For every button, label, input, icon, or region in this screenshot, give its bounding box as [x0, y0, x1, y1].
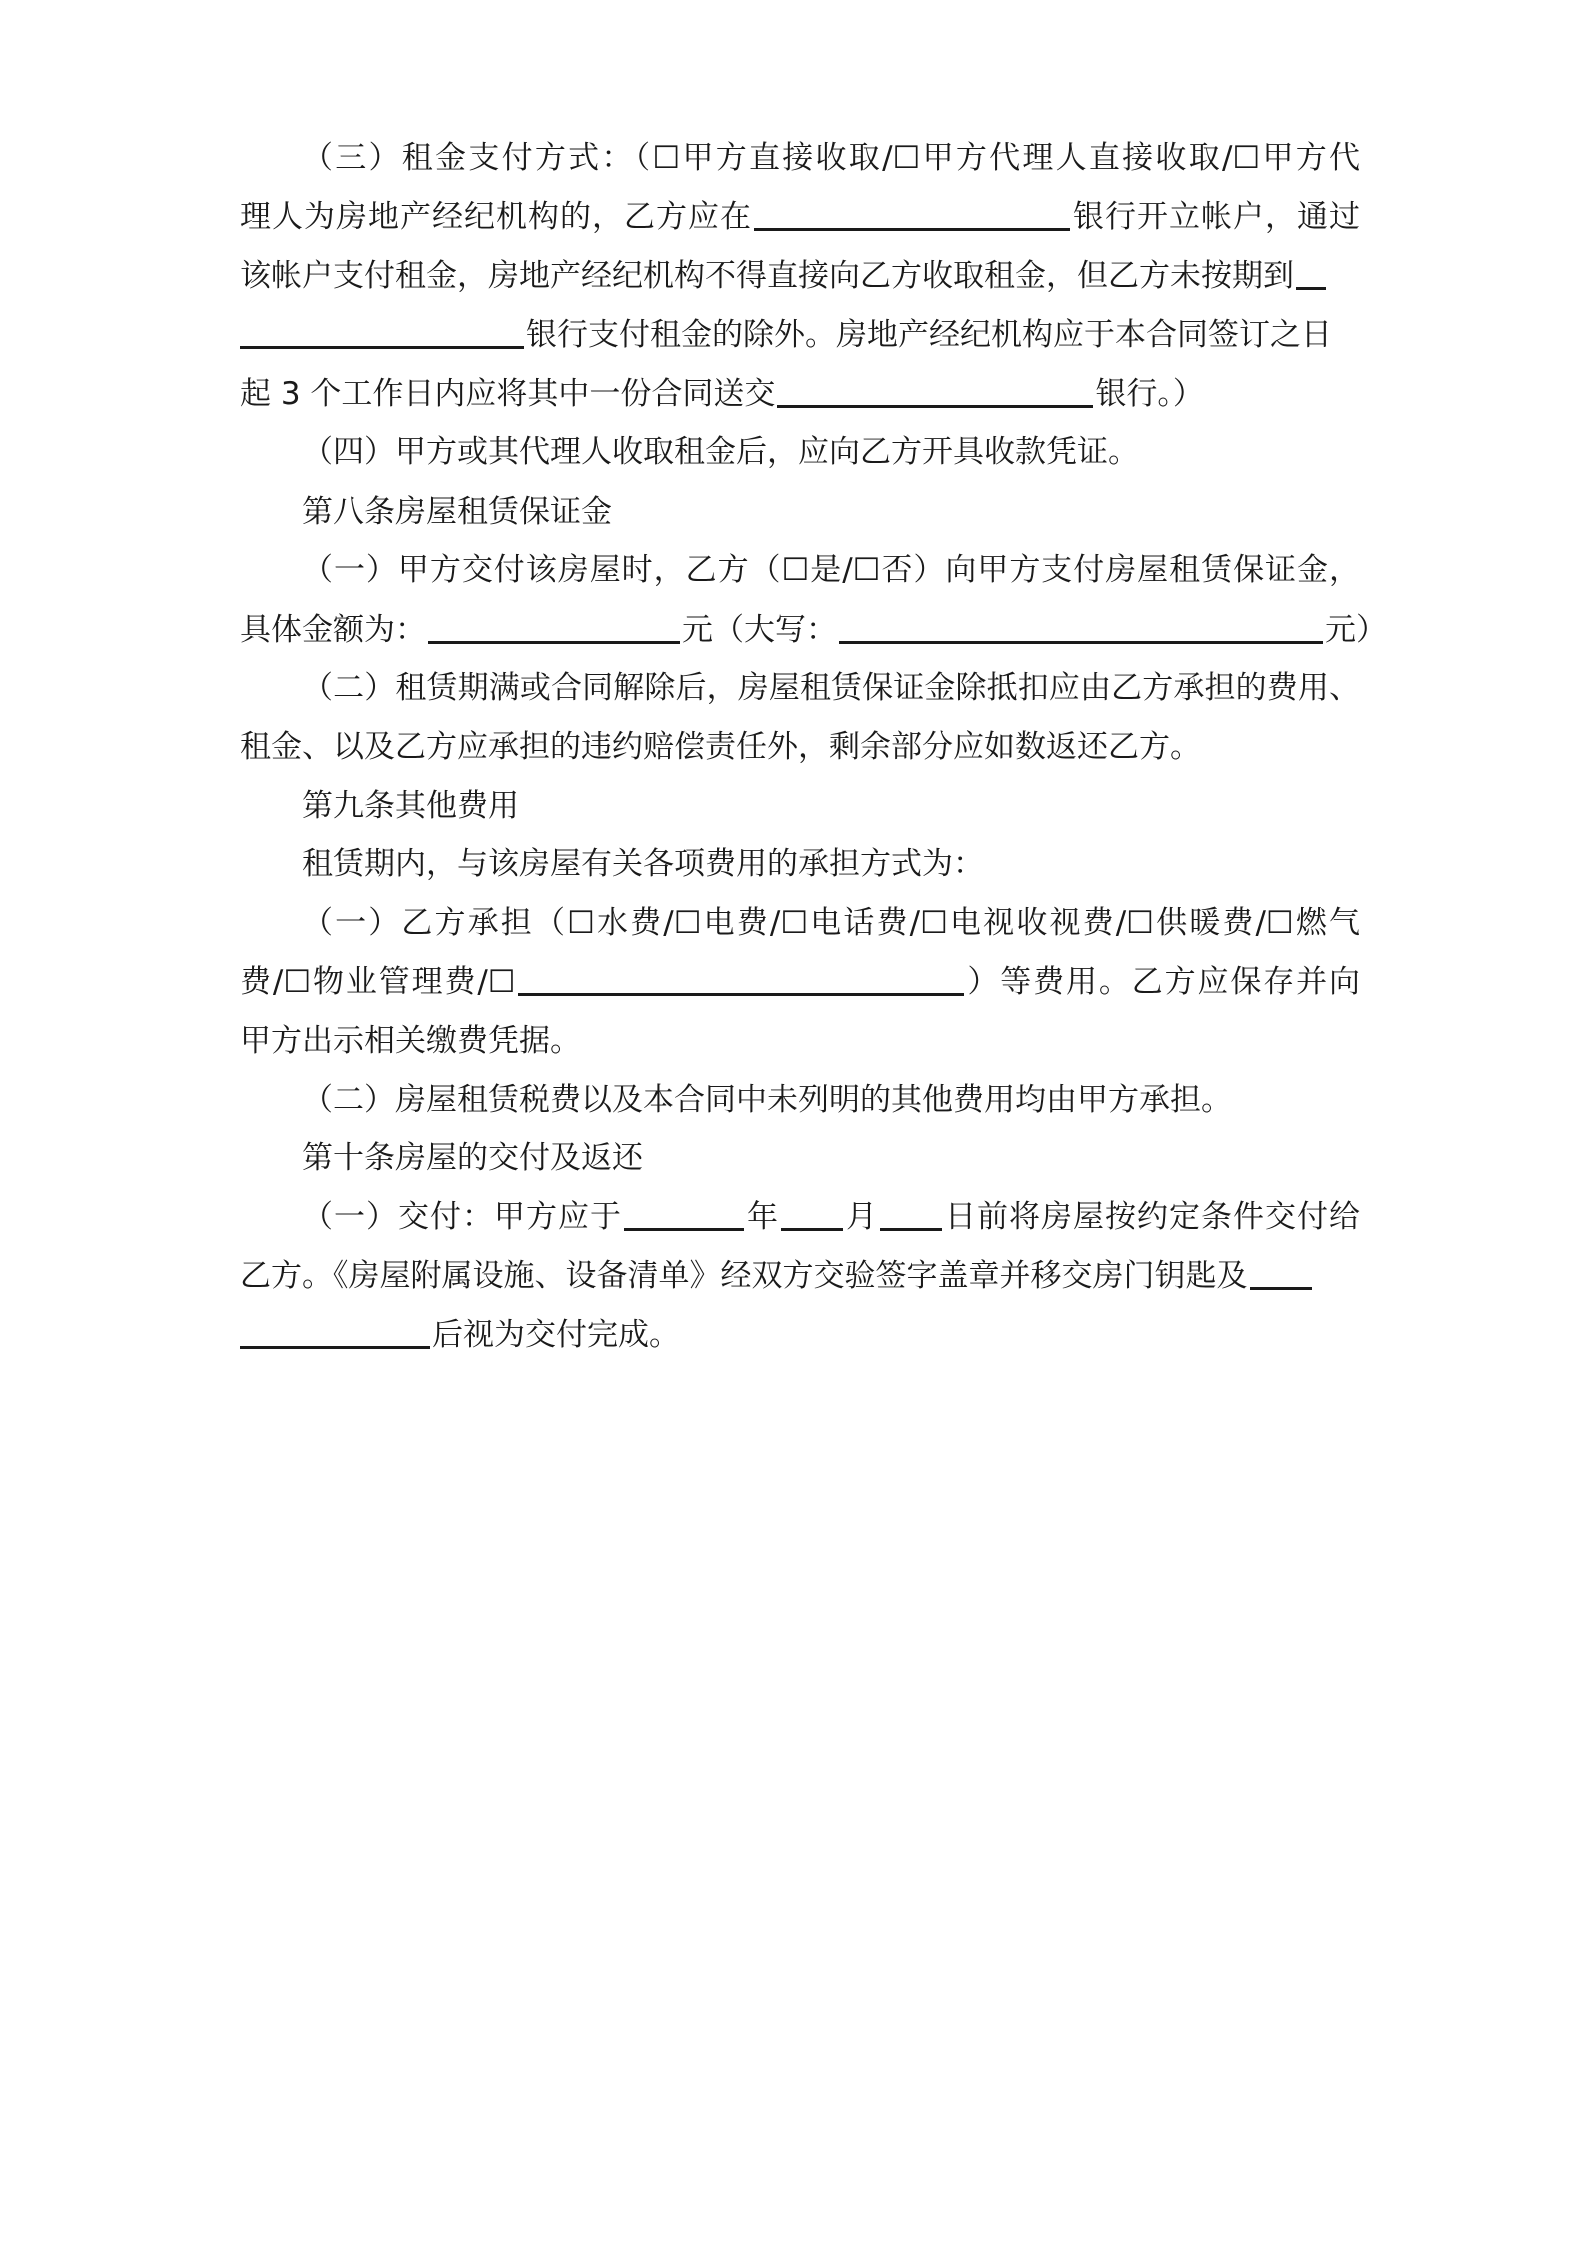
blank-field	[777, 369, 1093, 408]
line-text: 元）	[1325, 612, 1387, 648]
text-line	[240, 1305, 1360, 1365]
blank-field	[1296, 251, 1326, 290]
text-line	[240, 717, 1360, 777]
text-line	[240, 422, 1360, 482]
line-text: 费/☐物业管理费/☐	[240, 964, 516, 1000]
blank-field	[1250, 1251, 1312, 1290]
blank-field	[781, 1192, 843, 1231]
text-line	[240, 893, 1360, 953]
blank-field	[624, 1192, 744, 1231]
text-line	[240, 540, 1360, 600]
blank-field	[518, 957, 964, 996]
text-line	[240, 1187, 1360, 1247]
blank-field	[754, 192, 1070, 231]
line-text: 银行支付租金的除外。房地产经纪机构应于本合同签订之日	[526, 317, 1332, 353]
text-line	[240, 187, 1360, 247]
text-line	[240, 305, 1360, 365]
line-text: 年	[746, 1199, 779, 1235]
line-text: 后视为交付完成。	[432, 1317, 680, 1353]
text-line	[240, 658, 1360, 718]
line-text: ）等费用。乙方应保存并向	[965, 964, 1360, 1000]
line-text: 具体金额为：	[240, 612, 426, 648]
line-text: 理人为房地产经纪机构的，乙方应在	[240, 199, 752, 235]
text-line	[240, 600, 1387, 660]
line-text: （二）房屋租赁税费以及本合同中未列明的其他费用均由甲方承担。	[302, 1082, 1232, 1118]
text-line	[240, 128, 1360, 188]
text-line	[240, 364, 1360, 424]
article-heading	[240, 482, 1360, 542]
blank-field	[428, 605, 680, 644]
text-line	[240, 246, 1360, 306]
blank-field	[880, 1192, 942, 1231]
line-text: （三）租金支付方式：（☐甲方直接收取/☐甲方代理人直接收取/☐甲方代	[302, 140, 1360, 176]
text-line	[240, 1246, 1360, 1306]
text-line	[240, 1070, 1360, 1130]
line-text: 起 3 个工作日内应将其中一份合同送交	[240, 376, 776, 412]
line-text: 乙方。《房屋附属设施、设备清单》经双方交验签字盖章并移交房门钥匙及	[240, 1258, 1248, 1294]
line-text: 租赁期内，与该房屋有关各项费用的承担方式为：	[302, 846, 984, 882]
blank-field	[240, 310, 524, 349]
line-text: 日前将房屋按约定条件交付给	[944, 1199, 1360, 1235]
text-line	[240, 1011, 1360, 1071]
line-text: 第九条其他费用	[302, 788, 519, 824]
blank-field	[839, 605, 1323, 644]
line-text: 银行开立帐户，通过	[1072, 199, 1360, 235]
line-text: 该帐户支付租金，房地产经纪机构不得直接向乙方收取租金，但乙方未按期到	[240, 258, 1294, 294]
blank-field	[240, 1310, 430, 1349]
line-text: 月	[845, 1199, 878, 1235]
line-text: 租金、以及乙方应承担的违约赔偿责任外，剩余部分应如数返还乙方。	[240, 729, 1201, 765]
line-text: （二）租赁期满或合同解除后，房屋租赁保证金除抵扣应由乙方承担的费用、	[302, 670, 1360, 706]
line-text: 银行。）	[1095, 376, 1204, 412]
line-text: （一）乙方承担（☐水费/☐电费/☐电话费/☐电视收视费/☐供暖费/☐燃气	[302, 905, 1360, 941]
text-line	[240, 834, 1360, 894]
line-text: 甲方出示相关缴费凭据。	[240, 1023, 581, 1059]
line-text: （四）甲方或其代理人收取租金后，应向乙方开具收款凭证。	[302, 434, 1139, 470]
article-heading	[240, 776, 1360, 836]
line-text: （一）交付：甲方应于	[302, 1199, 622, 1235]
line-text: 第八条房屋租赁保证金	[302, 494, 612, 530]
text-line	[240, 952, 1360, 1012]
line-text: （一）甲方交付该房屋时，乙方（☐是/☐否）向甲方支付房屋租赁保证金，	[302, 552, 1360, 588]
article-heading	[240, 1128, 1360, 1188]
line-text: 第十条房屋的交付及返还	[302, 1140, 643, 1176]
line-text: 元（大写：	[682, 612, 837, 648]
